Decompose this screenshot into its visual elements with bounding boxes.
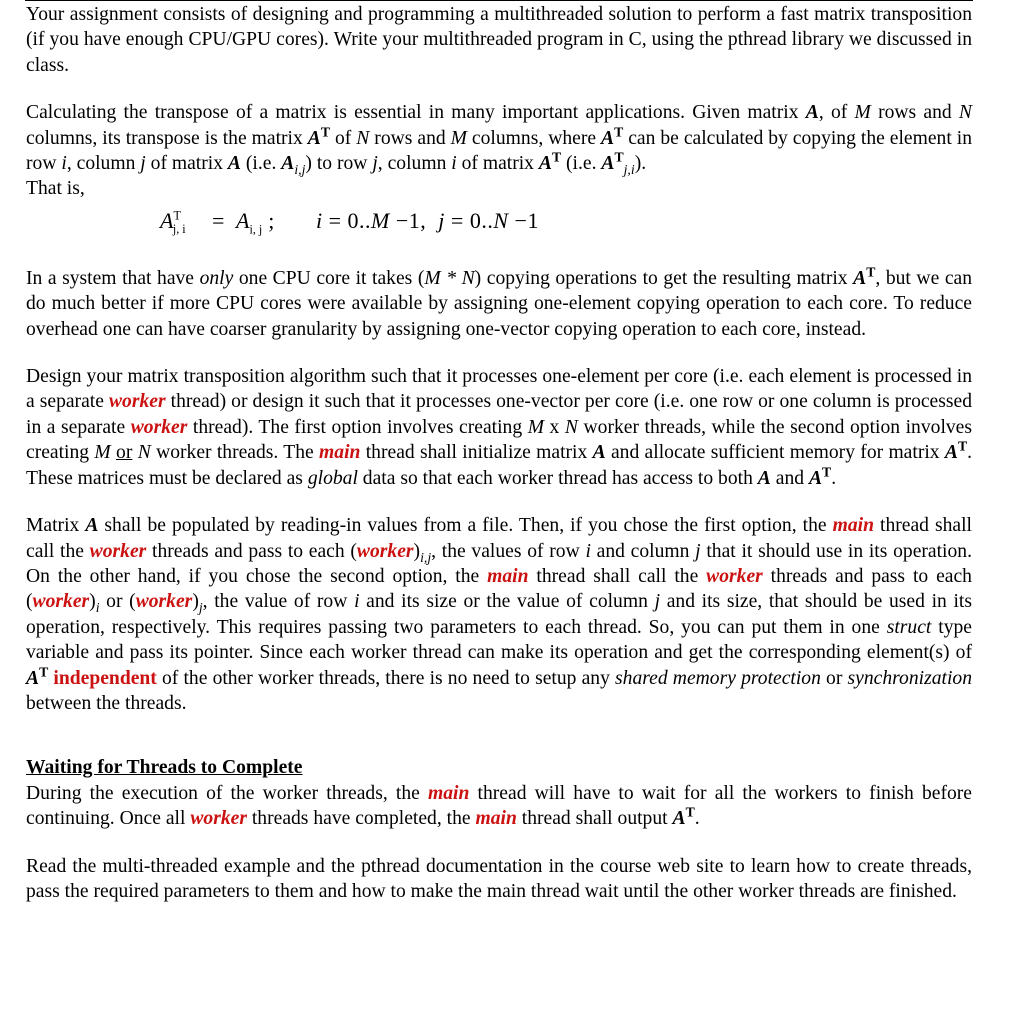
paragraph-waiting: During the execution of the worker threads, the main thread will have to wait for all the workers to finish before continuing. Once all worker threads have completed, the main thread shall output $A^T$. [26,782,973,830]
transpose-equation [26,204,972,246]
paragraph-transpose-definition: Calculating the transpose of a matrix is essential in many important applications. Given matrix A, of M rows and N columns, its transpose is the matrix $A^T$ of N rows and M columns, where $A^T$ can be calculated by copying the element in row i, column j of matrix A (i.e. $A_{i,j}$) to row j, column i of matrix $A^T$ (i.e. $A^T_{j,i}$). That is, [26,102,972,200]
paragraph-design: Design your matrix transposition algorithm such that it processes one-element per core (i.e. each element is processed in a separate worker thread) or design it such that it processes one-vector per core (i.e. one row or one column is processed in a separate worker thread). The first option involves creating M x N worker threads, while the second option involves creating M or N worker threads. The main thread shall initialize matrix A and allocate sufficient memory for matrix $A^T$. These matrices must be declared as global data so that each worker thread has access to both A and $A^T$. [26,366,973,489]
paragraph-intro: Your assignment consists of designing and programming a multithreaded solution to perform a fast matrix transposition (if you have enough CPU/GPU cores). Write your multithreaded program in C, using the pthread library we discussed in class. [26,4,972,76]
equation-rhs: $A_{i, j}$ ; [236,207,275,237]
paragraph-population: Matrix A shall be populated by reading-in values from a file. Then, if you chose the first option, the main thread shall call the worker threads and pass to each $(worker)_{i,j}$, the values of row i and column j that it should use in its operation. On the other hand, if you chose the second option, the main thread shall call the worker threads and pass to each $(worker)_i$ or $(worker)_j$, the value of row i and its size or the value of column j and its size, that should be used in its operation, respectively. This requires passing two parameters to each thread. So, you can put them in one struct type variable and pass its pointer. Since each worker thread can make its operation and get the corresponding element(s) of $A^T$ independent of the other worker threads, there is no need to setup any shared memory protection or synchronization between the threads. [26,515,972,714]
top-rule [25,0,973,1]
equation-lhs: $A^T_{j, i}$ [160,207,186,237]
section-heading: Waiting for Threads to Complete [26,757,303,779]
document-page [26,2,972,904]
equation-range: i = 0..M −1, j = 0..N −1 [316,207,539,233]
paragraph-single-core: In a system that have only one CPU core it takes (M * N) copying operations to get the resulting matrix $A^T$, but we can do much better if more CPU cores were available by assigning one-element copying operation to each core. To reduce overhead one can have coarser granularity by assigning one-vector copying operation to each core, instead. [26,264,973,340]
equation-equals: = [212,207,225,233]
paragraph-read-example: Read the multi-threaded example and the pthread documentation in the course web site to learn how to create threads, pass the required parameters to them and how to make the main thread wait until the other worker threads are finished. [26,855,972,902]
